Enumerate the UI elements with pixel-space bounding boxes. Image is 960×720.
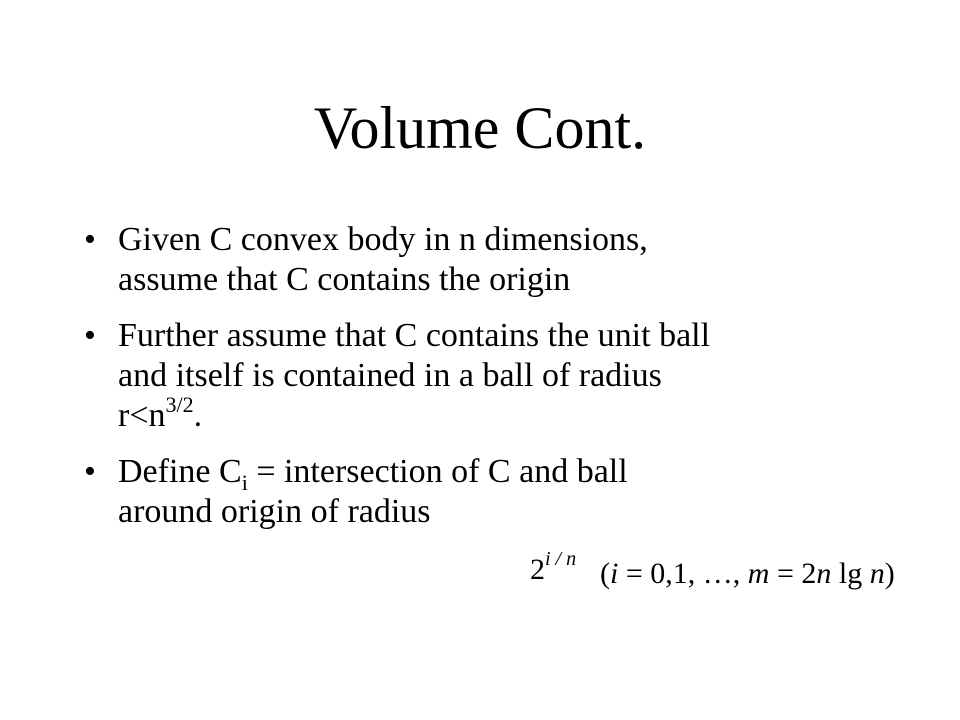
index-range-formula [600,554,895,594]
radius-bound-text: r<n [118,397,166,434]
range-open: ( [600,557,610,590]
slide-title: Volume Cont. [313,95,647,161]
bullet-dot: • [84,221,96,258]
define-subscript: i [241,470,248,495]
define-text: Define C [118,453,242,490]
radius-bound-period: . [193,397,203,434]
range-var-m: m [747,557,770,590]
bullet-2-line-1: Further assume that C contains the unit ball [118,317,711,354]
bullet-item-3 [84,452,914,532]
bullet-1-line-2: assume that C contains the origin [118,261,571,298]
range-var-i: i [610,557,619,590]
radius-exponent: i / n [545,548,577,570]
range-eq1: = 0,1, …, [618,557,748,590]
radius-formula [530,550,576,590]
define-rest: = intersection of C and ball [247,453,628,490]
bullet-item-1 [84,220,914,300]
range-var-n2: n [869,557,885,590]
bullet-list [84,220,914,548]
radius-bound-exponent: 3/2 [165,392,194,417]
bullet-2-line-3 [118,392,914,436]
range-lg: lg [831,557,870,590]
bullet-1-line-1: Given C convex body in n dimensions, [118,221,648,258]
bullet-item-2 [84,316,914,436]
radius-base: 2 [530,553,545,586]
bullet-dot: • [84,453,96,490]
bullet-2-line-2: and itself is contained in a ball of radius [118,357,662,394]
bullet-3-line-1 [118,452,914,495]
range-close: ) [884,557,895,590]
bullet-dot: • [84,317,96,354]
bullet-3-line-2: around origin of radius [118,493,431,530]
range-eq2: = 2 [769,557,817,590]
range-var-n1: n [816,557,832,590]
